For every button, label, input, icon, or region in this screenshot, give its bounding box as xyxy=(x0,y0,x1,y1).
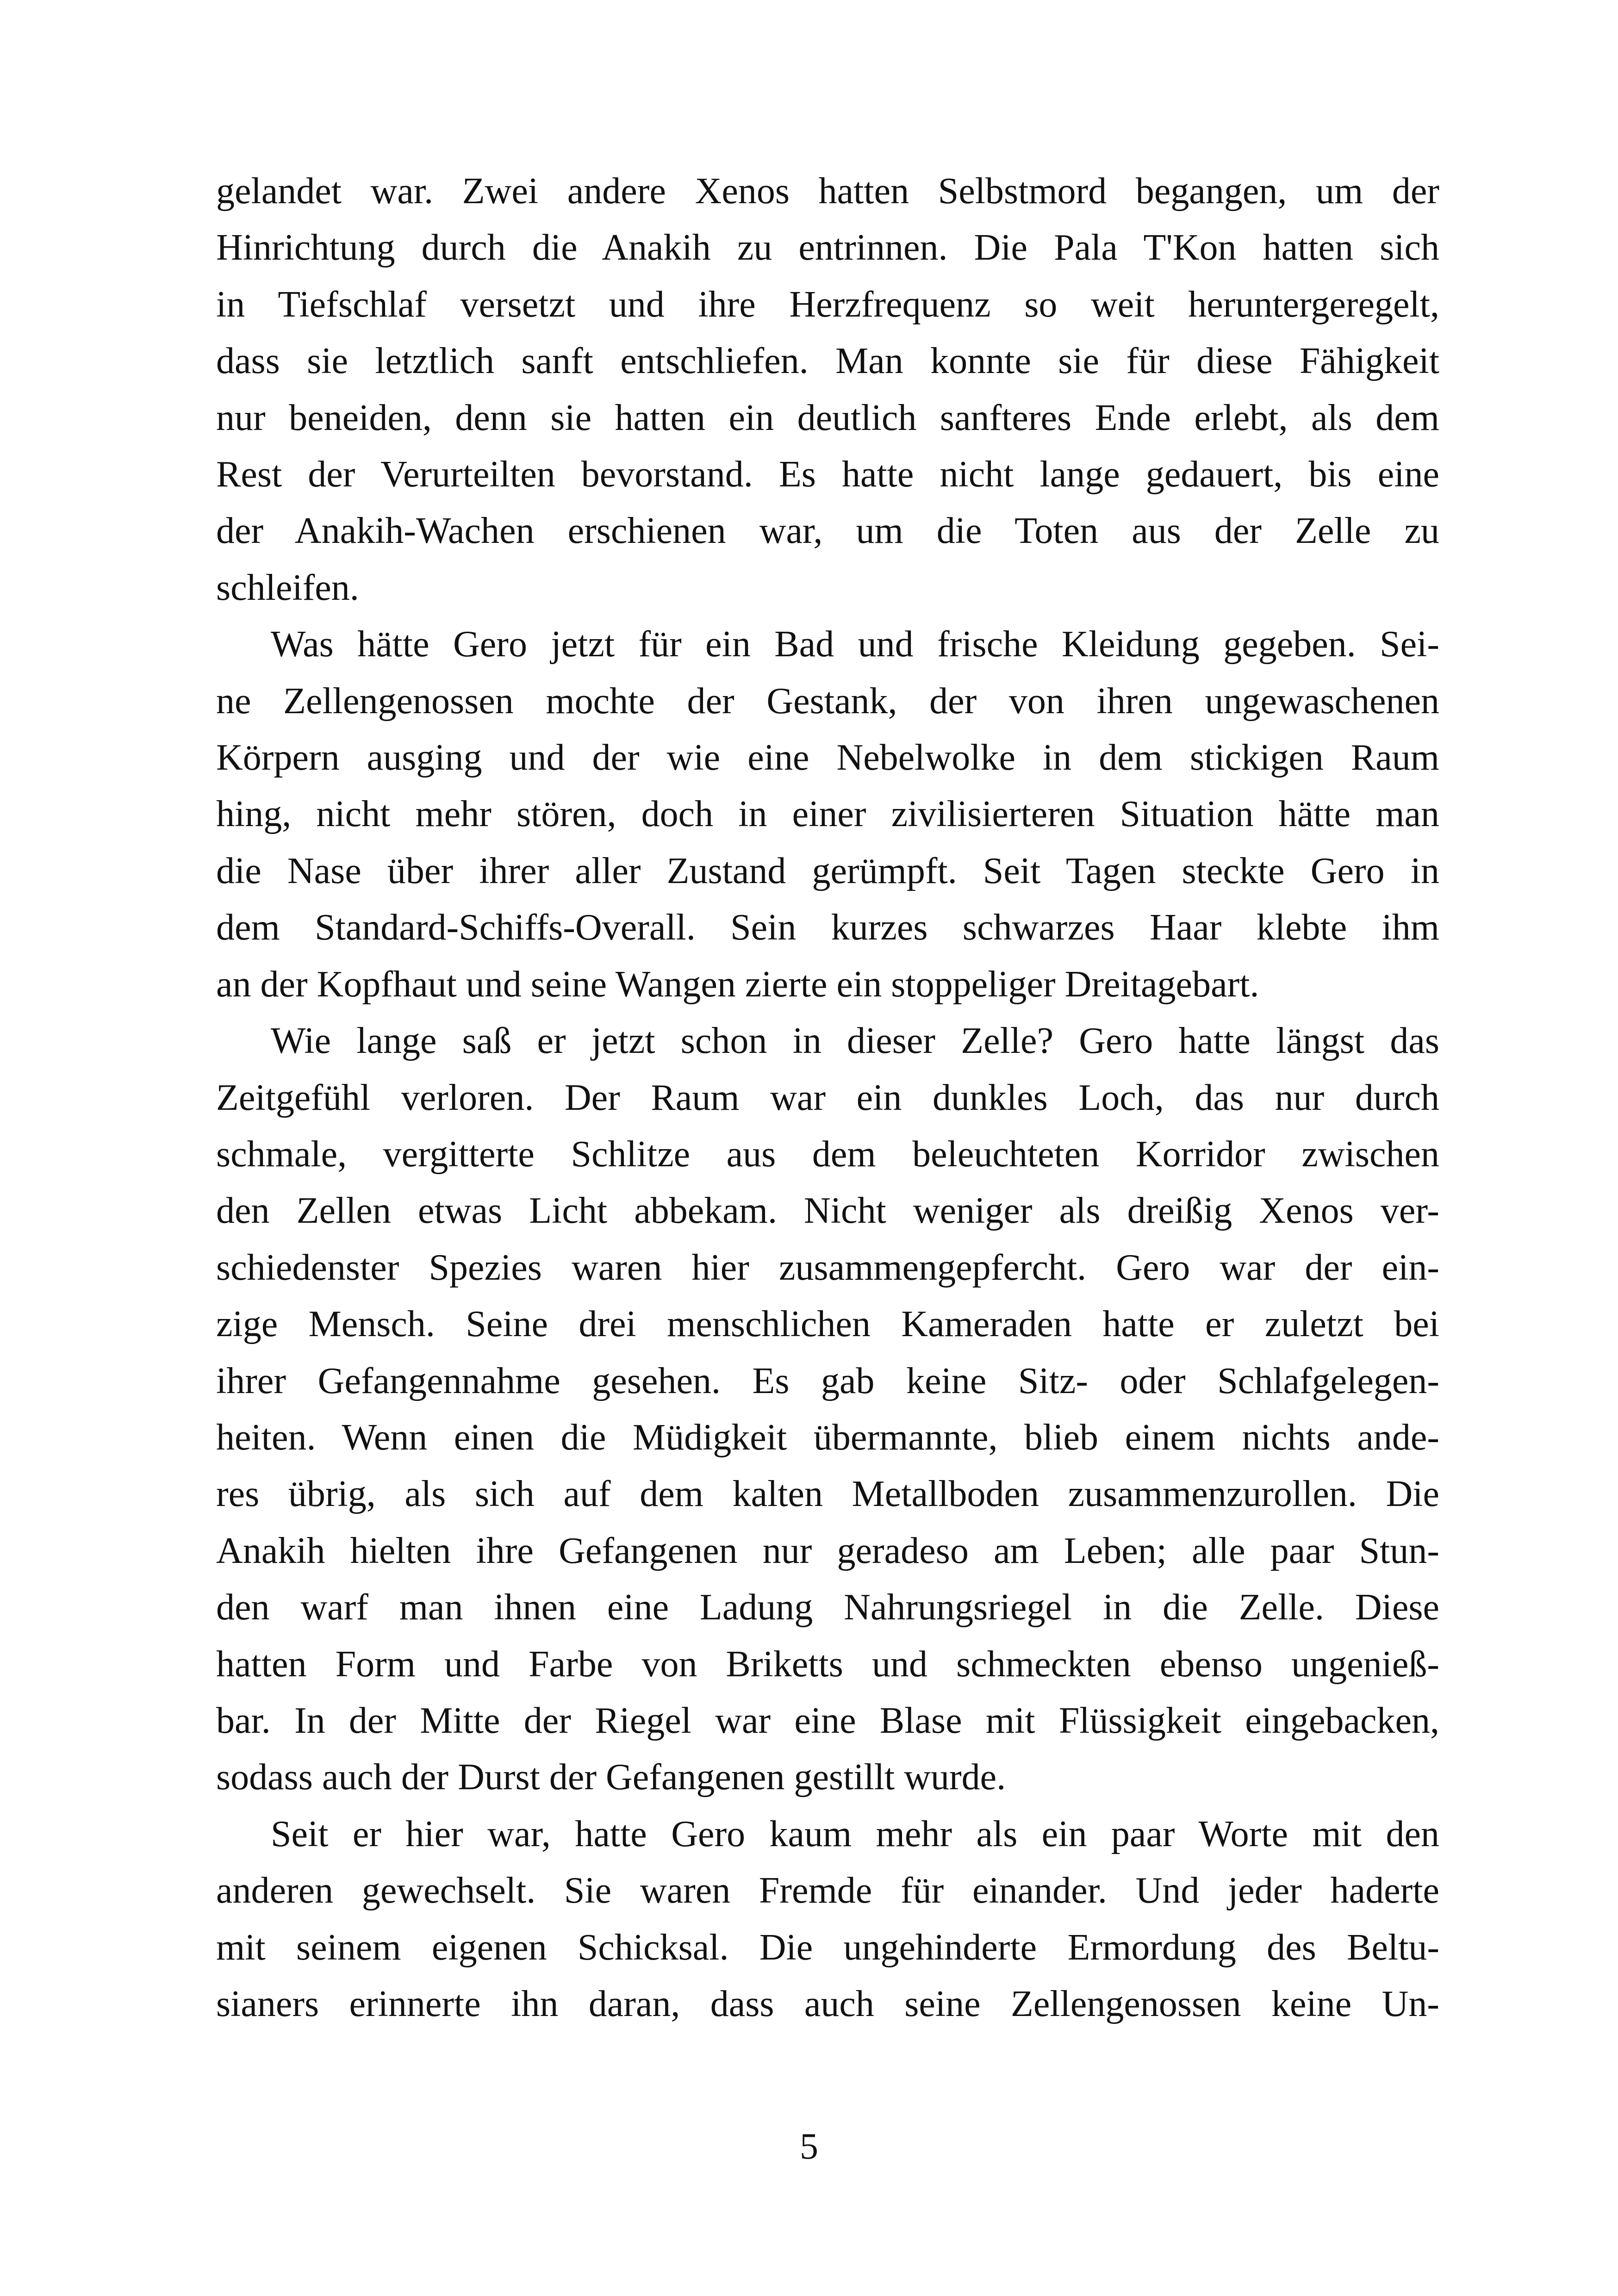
text-line: schiedenster Spezies waren hier zusammengepfercht. Gero war der ein- xyxy=(216,1247,1439,1288)
text-line: hatten Form und Farbe von Briketts und schmeckten ebenso ungenieß- xyxy=(216,1643,1439,1685)
paragraph xyxy=(216,1806,1439,2033)
text-line: nur beneiden, denn sie hatten ein deutlich sanfteres Ende erlebt, als dem xyxy=(216,397,1439,438)
text-line: Zeitgefühl verloren. Der Raum war ein dunkles Loch, das nur durch xyxy=(216,1077,1439,1118)
text-line: Anakih hielten ihre Gefangenen nur geradeso am Leben; alle paar Stun- xyxy=(216,1530,1439,1571)
text-line: dem Standard-Schiffs-Overall. Sein kurzes schwarzes Haar klebte ihm xyxy=(216,907,1439,948)
paragraph xyxy=(216,616,1439,1013)
text-line: ne Zellengenossen mochte der Gestank, der von ihren ungewaschenen xyxy=(216,680,1439,722)
paragraph xyxy=(216,163,1439,616)
text-line: sianers erinnerte ihn daran, dass auch seine Zellengenossen keine Un- xyxy=(216,1984,1439,2024)
text-line: in Tiefschlaf versetzt und ihre Herzfrequenz so weit heruntergeregelt, xyxy=(216,284,1439,325)
text-line: hing, nicht mehr stören, doch in einer zivilisierteren Situation hätte man xyxy=(216,794,1439,835)
text-line: die Nase über ihrer aller Zustand gerümpft. Seit Tagen steckte Gero in xyxy=(216,850,1439,891)
text-line: mit seinem eigenen Schicksal. Die ungehinderte Ermordung des Beltu- xyxy=(216,1927,1439,1968)
text-line: Was hätte Gero jetzt für ein Bad und frische Kleidung gegeben. Sei- xyxy=(271,624,1439,665)
text-line: ihrer Gefangennahme gesehen. Es gab keine Sitz- oder Schlafgelegen- xyxy=(216,1360,1439,1401)
text-line: Körpern ausging und der wie eine Nebelwolke in dem stickigen Raum xyxy=(216,737,1439,778)
text-line: zige Mensch. Seine drei menschlichen Kameraden hatte er zuletzt bei xyxy=(216,1304,1439,1345)
text-line: res übrig, als sich auf dem kalten Metallboden zusammenzurollen. Die xyxy=(216,1474,1439,1515)
text-line: Rest der Verurteilten bevorstand. Es hatte nicht lange gedauert, bis eine xyxy=(216,454,1439,495)
text-line: anderen gewechselt. Sie waren Fremde für einander. Und jeder haderte xyxy=(216,1870,1439,1911)
text-line: schleifen. xyxy=(216,567,359,608)
page-number: 5 xyxy=(800,2126,818,2167)
text-line: Seit er hier war, hatte Gero kaum mehr als ein paar Worte mit den xyxy=(271,1813,1439,1854)
text-line: der Anakih-Wachen erschienen war, um die Toten aus der Zelle zu xyxy=(216,510,1439,552)
text-line: sodass auch der Durst der Gefangenen gestillt wurde. xyxy=(216,1757,1006,1798)
body-text xyxy=(216,163,1439,2032)
text-line: Wie lange saß er jetzt schon in dieser Zelle? Gero hatte längst das xyxy=(271,1020,1439,1062)
text-line: Hinrichtung durch die Anakih zu entrinnen. Die Pala T'Kon hatten sich xyxy=(216,227,1439,268)
paragraph xyxy=(216,1013,1439,1806)
text-line: an der Kopfhaut und seine Wangen zierte ein stoppeliger Dreitagebart. xyxy=(216,964,1259,1005)
text-line: bar. In der Mitte der Riegel war eine Blase mit Flüssigkeit eingebacken, xyxy=(216,1700,1439,1741)
text-line: den warf man ihnen eine Ladung Nahrungsriegel in die Zelle. Diese xyxy=(216,1587,1439,1628)
text-line: heiten. Wenn einen die Müdigkeit übermannte, blieb einem nichts ande- xyxy=(216,1417,1439,1458)
text-line: den Zellen etwas Licht abbekam. Nicht weniger als dreißig Xenos ver- xyxy=(216,1190,1439,1232)
text-line: dass sie letztlich sanft entschliefen. Man konnte sie für diese Fähigkeit xyxy=(216,341,1439,382)
text-line: gelandet war. Zwei andere Xenos hatten Selbstmord begangen, um der xyxy=(216,171,1439,212)
text-line: schmale, vergitterte Schlitze aus dem beleuchteten Korridor zwischen xyxy=(216,1133,1439,1175)
